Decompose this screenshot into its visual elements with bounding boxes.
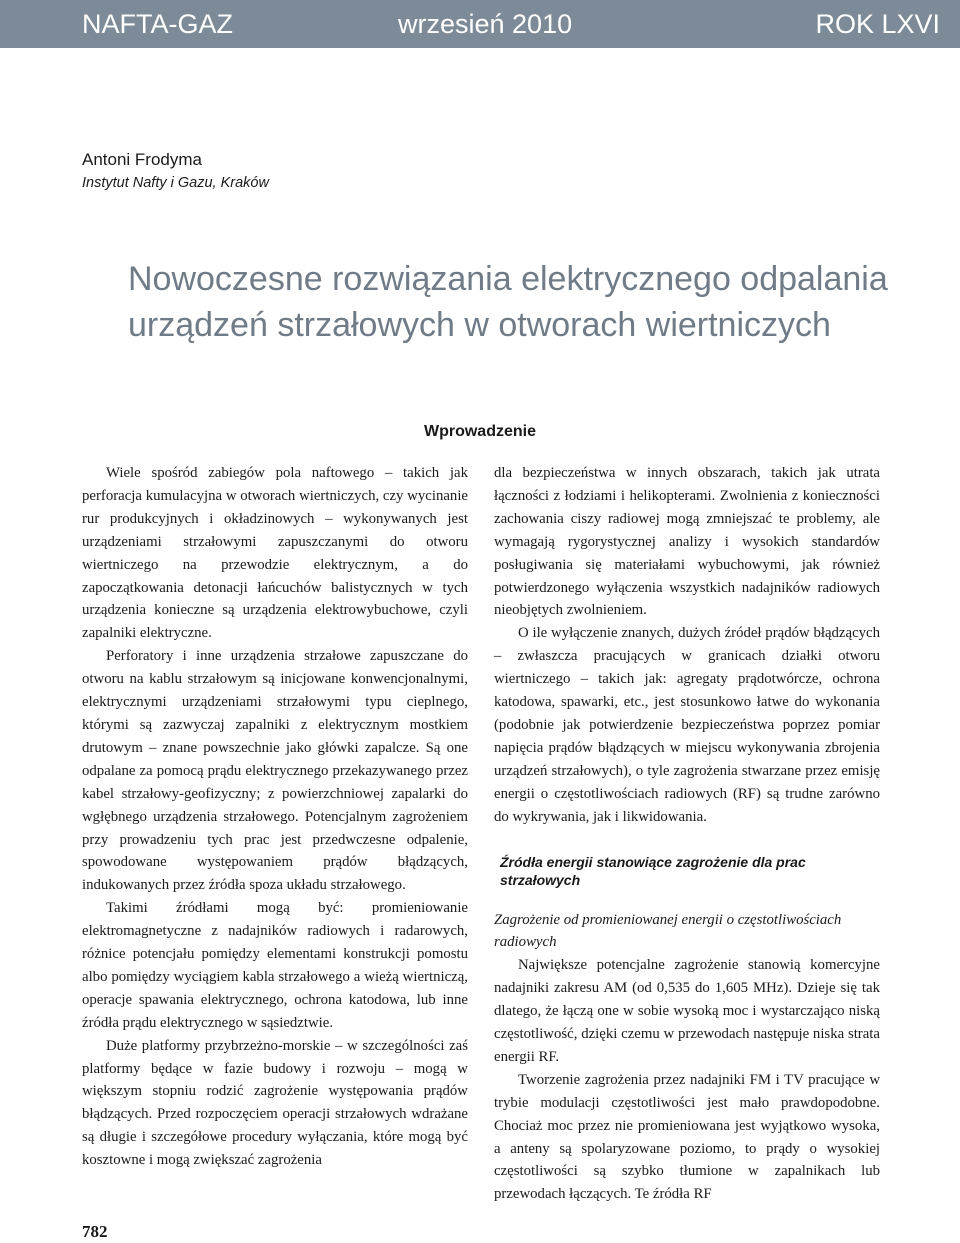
subsection-heading: Źródła energii stanowiące zagrożenie dla prac strzałowych: [500, 853, 806, 888]
journal-name: NAFTA-GAZ: [82, 9, 233, 39]
paragraph: Największe potencjalne zagrożenie stanowią komercyjne nadajniki zakresu AM (od 0,535 do 1,605 MHz). Dzieje się tak dlatego, że łączą one w sobie wysoką moc i wystarczająco niską częstotliwość, dzięki czemu w przewodach następuje niska strata energii RF.: [494, 957, 880, 1065]
journal-header-bar: [0, 0, 960, 48]
paragraph: dla bezpieczeństwa w innych obszarach, takich jak utrata łączności z łodziami i helikopterami. Zwolnienia z konieczności zachowania ciszy radiowej mogą zmniejszać te problemy, ale wymagają rygorystycznej analizy i wysokich standardów posługiwania się materiałami wybuchowymi, jak również potwierdzonego wyłączenia wszystkich nadajników radiowych nieobjętych zwolnieniem.: [494, 465, 880, 619]
paragraph: Wiele spośród zabiegów pola naftowego – takich jak perforacja kumulacyjna w otworach wiertniczych, czy wycinanie rur produkcyjnych i okładzinowych – wykonywanych jest urządzeniami strzałowymi zapuszczanymi do otworu wiertniczego na przewodzie elektrycznym, a do zapoczątkowania detonacji łańcuchów balistycznych w tych urządzenia konieczne są urządzenia elektrowybuchowe, czyli zapalniki elektryczne.: [82, 465, 468, 642]
article-title-line-1: Nowoczesne rozwiązania elektrycznego odpalania: [128, 260, 888, 298]
page-number: 782: [82, 1222, 108, 1241]
author-affiliation: Instytut Nafty i Gazu, Kraków: [82, 175, 269, 191]
paragraph: O ile wyłączenie znanych, dużych źródeł prądów błądzących – zwłaszcza pracujących w granicach działki otworu wiertniczego – takich jak: agregaty prądotwórcze, ochrona katodowa, spawarki, etc., jest stosunkowo łatwe do wykonania (podobnie jak potwierdzenie bezpieczeństwa poprzez pomiar napięcia prądów błądzących w miejscu wykonywania zbrojenia urządzeń strzałowych), o tyle zagrożenia stwarzane przez emisję energii o częstotliwościach radiowych (RF) są trudne zarówno do wykrywania, jak i likwidowania.: [494, 625, 880, 825]
issue-date: wrzesień 2010: [398, 9, 573, 39]
left-column: [82, 462, 468, 1172]
right-column: [494, 462, 880, 1206]
section-heading: Wprowadzenie: [423, 423, 536, 440]
paragraph: Perforatory i inne urządzenia strzałowe zapuszczane do otworu na kablu strzałowym są inicjowane konwencjonalnymi, elektrycznymi urządzeniami strzałowymi typu cieplnego, którymi są zazwyczaj zapalniki z elektrycznym mostkiem drutowym – znane powszechnie jako główki zapalcze. Są one odpalane za pomocą prądu elektrycznego przekazywanego przez kabel strzałowy-geofizyczny; z powierzchniowej zapalarki do wgłębnego urządzenia strzałowego. Potencjalnym zagrożeniem przy prowadzeniu tych prac jest przedwczesne odpalenie, spowodowane występowaniem prądów błądzących, indukowanych przez źródła spoza układu strzałowego.: [82, 648, 468, 894]
article-title-line-2: urządzeń strzałowych w otworach wiertniczych: [128, 306, 831, 344]
author-name: Antoni Frodyma: [82, 150, 202, 169]
article-title: [128, 256, 928, 348]
subsubsection-heading: Zagrożenie od promieniowanej energii o częstotliwościach radiowych: [494, 911, 842, 951]
volume-label: ROK LXVI: [815, 9, 940, 39]
paragraph: Duże platformy przybrzeżno-morskie – w szczególności zaś platformy będące w fazie budowy i rozwoju – mogą w większym stopniu rodzić zagrożenie występowania prądów błądzących. Przed rozpoczęciem operacji strzałowych wdrażane są długie i szczegółowe procedury wyłączania, które mogą być kosztowne i mogą zwiększać zagrożenia: [82, 1037, 468, 1169]
paragraph: Tworzenie zagrożenia przez nadajniki FM i TV pracujące w trybie modulacji częstotliwości jest mało prawdopodobne. Chociaż moc przez nie promieniowana jest wyjątkowo wysoka, a anteny są spolaryzowane poziomo, to prądy o wysokiej częstotliwości są szybko tłumione w zapalnikach lub przewodach łączących. Te źródła RF: [494, 1071, 880, 1203]
paragraph: Takimi źródłami mogą być: promieniowanie elektromagnetyczne z nadajników radiowych i radarowych, różnice potencjału pomiędzy elementami konstrukcji pomostu albo pomiędzy wyciągiem kabla strzałowego a wieżą wiertniczą, operacje spawania elektrycznego, ochrona katodowa, lub inne źródła prądu elektrycznego w sąsiedztwie.: [82, 900, 468, 1031]
